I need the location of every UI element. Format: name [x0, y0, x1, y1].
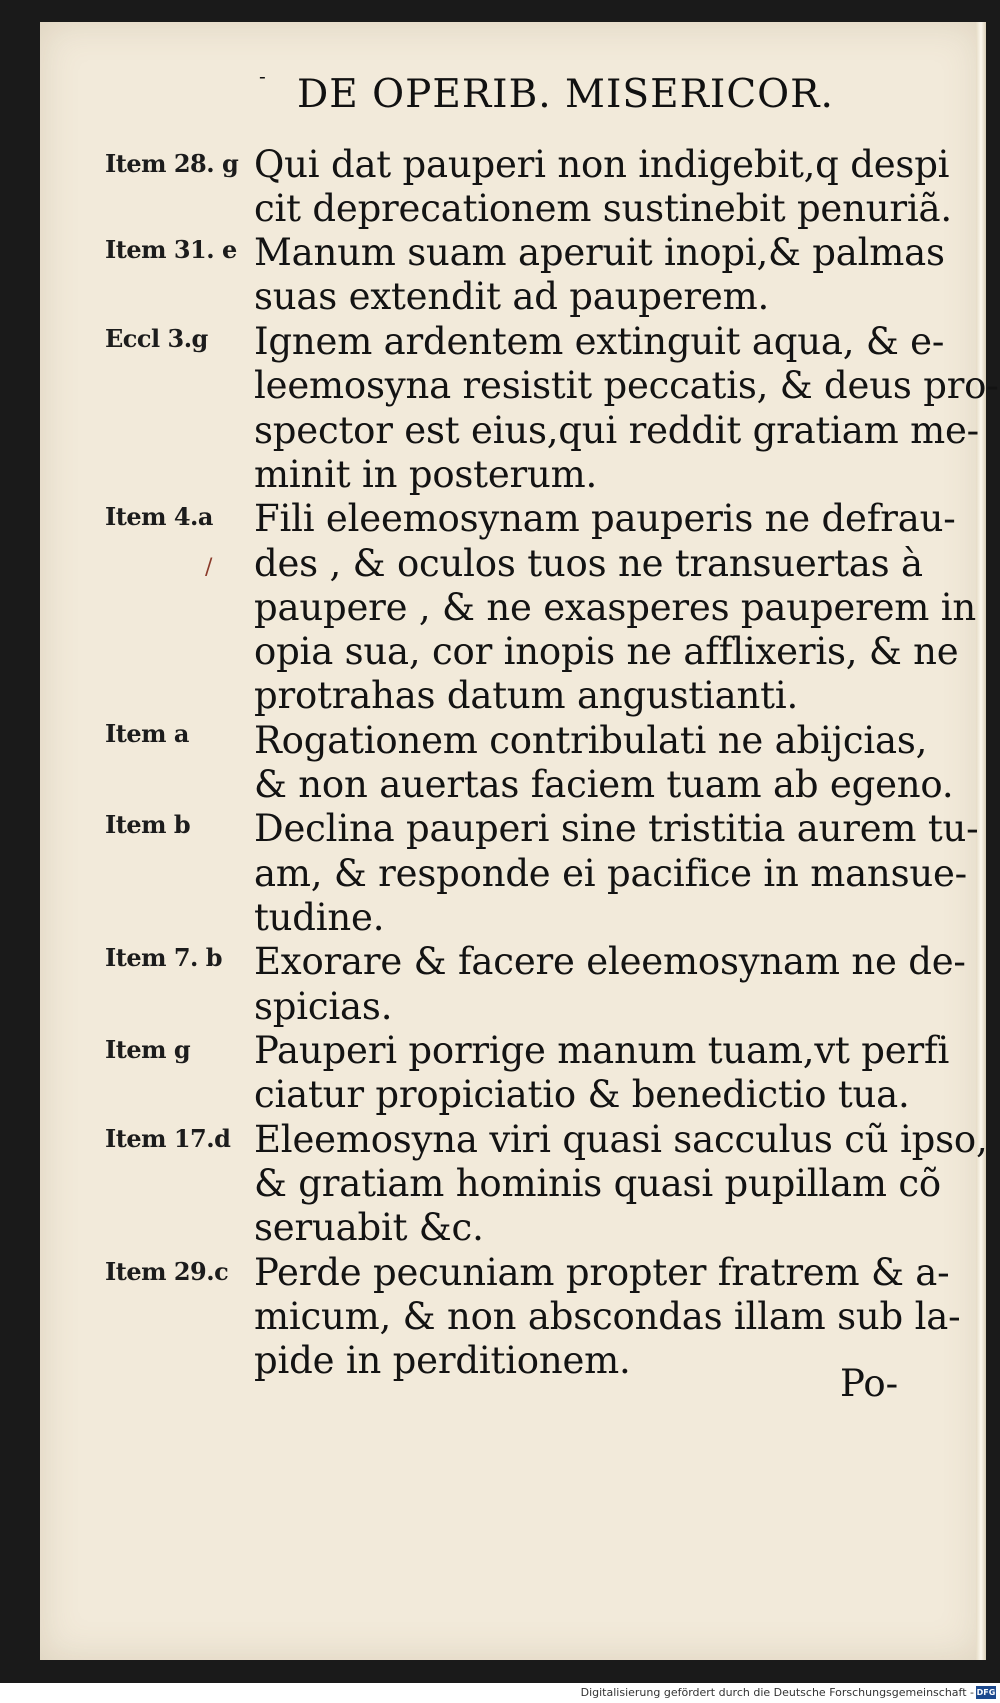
- text-line: Eleemosyna viri quasi sacculus cũ ipso,: [254, 1118, 988, 1161]
- text-line: & non auertas faciem tuam ab egeno.: [254, 763, 954, 806]
- text-line: protrahas datum angustianti.: [254, 674, 799, 717]
- head-mark: -: [259, 64, 267, 88]
- margin-note: Item b: [105, 810, 191, 839]
- text-line: leemosyna resistit peccatis, & deus pro-: [254, 364, 999, 407]
- text-line: paupere , & ne exasperes pauperem in: [254, 586, 976, 629]
- text-line: Fili eleemosynam pauperis ne defrau-: [254, 497, 956, 540]
- catchword: Po-: [840, 1362, 899, 1405]
- text-line: spicias.: [254, 985, 393, 1028]
- margin-note: Eccl 3.g: [105, 324, 208, 353]
- pencil-mark: /: [205, 555, 213, 580]
- text-line: tudine.: [254, 896, 385, 939]
- text-line: Manum suam aperuit inopi,& palmas: [254, 231, 945, 274]
- text-line: Pauperi porrige manum tuam,vt perfi: [254, 1029, 950, 1072]
- text-line: pide in perditionem.: [254, 1339, 631, 1382]
- dfg-logo: DFG: [976, 1688, 996, 1697]
- margin-note: Item 7. b: [105, 943, 223, 972]
- text-line: Rogationem contribulati ne abijcias,: [254, 719, 928, 762]
- text-line: & gratiam hominis quasi pupillam cõ: [254, 1162, 941, 1205]
- running-head: [259, 64, 917, 117]
- margin-note: Item 17.d: [105, 1124, 231, 1153]
- text-line: Ignem ardentem extinguit aqua, & e-: [254, 320, 945, 363]
- margin-note: Item g: [105, 1035, 191, 1064]
- text-line: Qui dat pauperi non indigebit,q despi: [254, 143, 950, 186]
- text-line: seruabit &c.: [254, 1206, 484, 1249]
- text-line: spector est eius,qui reddit gratiam me-: [254, 409, 979, 452]
- margin-note: Item 4.a: [105, 502, 213, 531]
- text-line: cit deprecationem sustinebit penuriã.: [254, 187, 952, 230]
- margin-note: Item a: [105, 719, 189, 748]
- margin-note: Item 28. g: [105, 149, 239, 178]
- text-line: Perde pecuniam propter fratrem & a-: [254, 1251, 950, 1294]
- text-line: minit in posterum.: [254, 453, 598, 496]
- margin-note: Item 31. e: [105, 235, 237, 264]
- text-line: micum, & non abscondas illam sub la-: [254, 1295, 961, 1338]
- text-line: Declina pauperi sine tristitia aurem tu-: [254, 807, 979, 850]
- text-line: des , & oculos tuos ne transuertas à: [254, 542, 923, 585]
- footer-credit: Digitalisierung gefördert durch die Deutsche Forschungsgemeinschaft -: [580, 1686, 974, 1699]
- text-line: opia sua, cor inopis ne afflixeris, & ne: [254, 630, 959, 673]
- text-line: suas extendit ad pauperem.: [254, 275, 770, 318]
- running-head-text: DE OPERIB. MISERICOR.: [297, 72, 834, 117]
- text-line: Exorare & facere eleemosynam ne de-: [254, 940, 966, 983]
- text-line: ciatur propiciatio & benedictio tua.: [254, 1073, 910, 1116]
- margin-note: Item 29.c: [105, 1257, 229, 1286]
- text-line: am, & responde ei pacifice in mansue-: [254, 852, 967, 895]
